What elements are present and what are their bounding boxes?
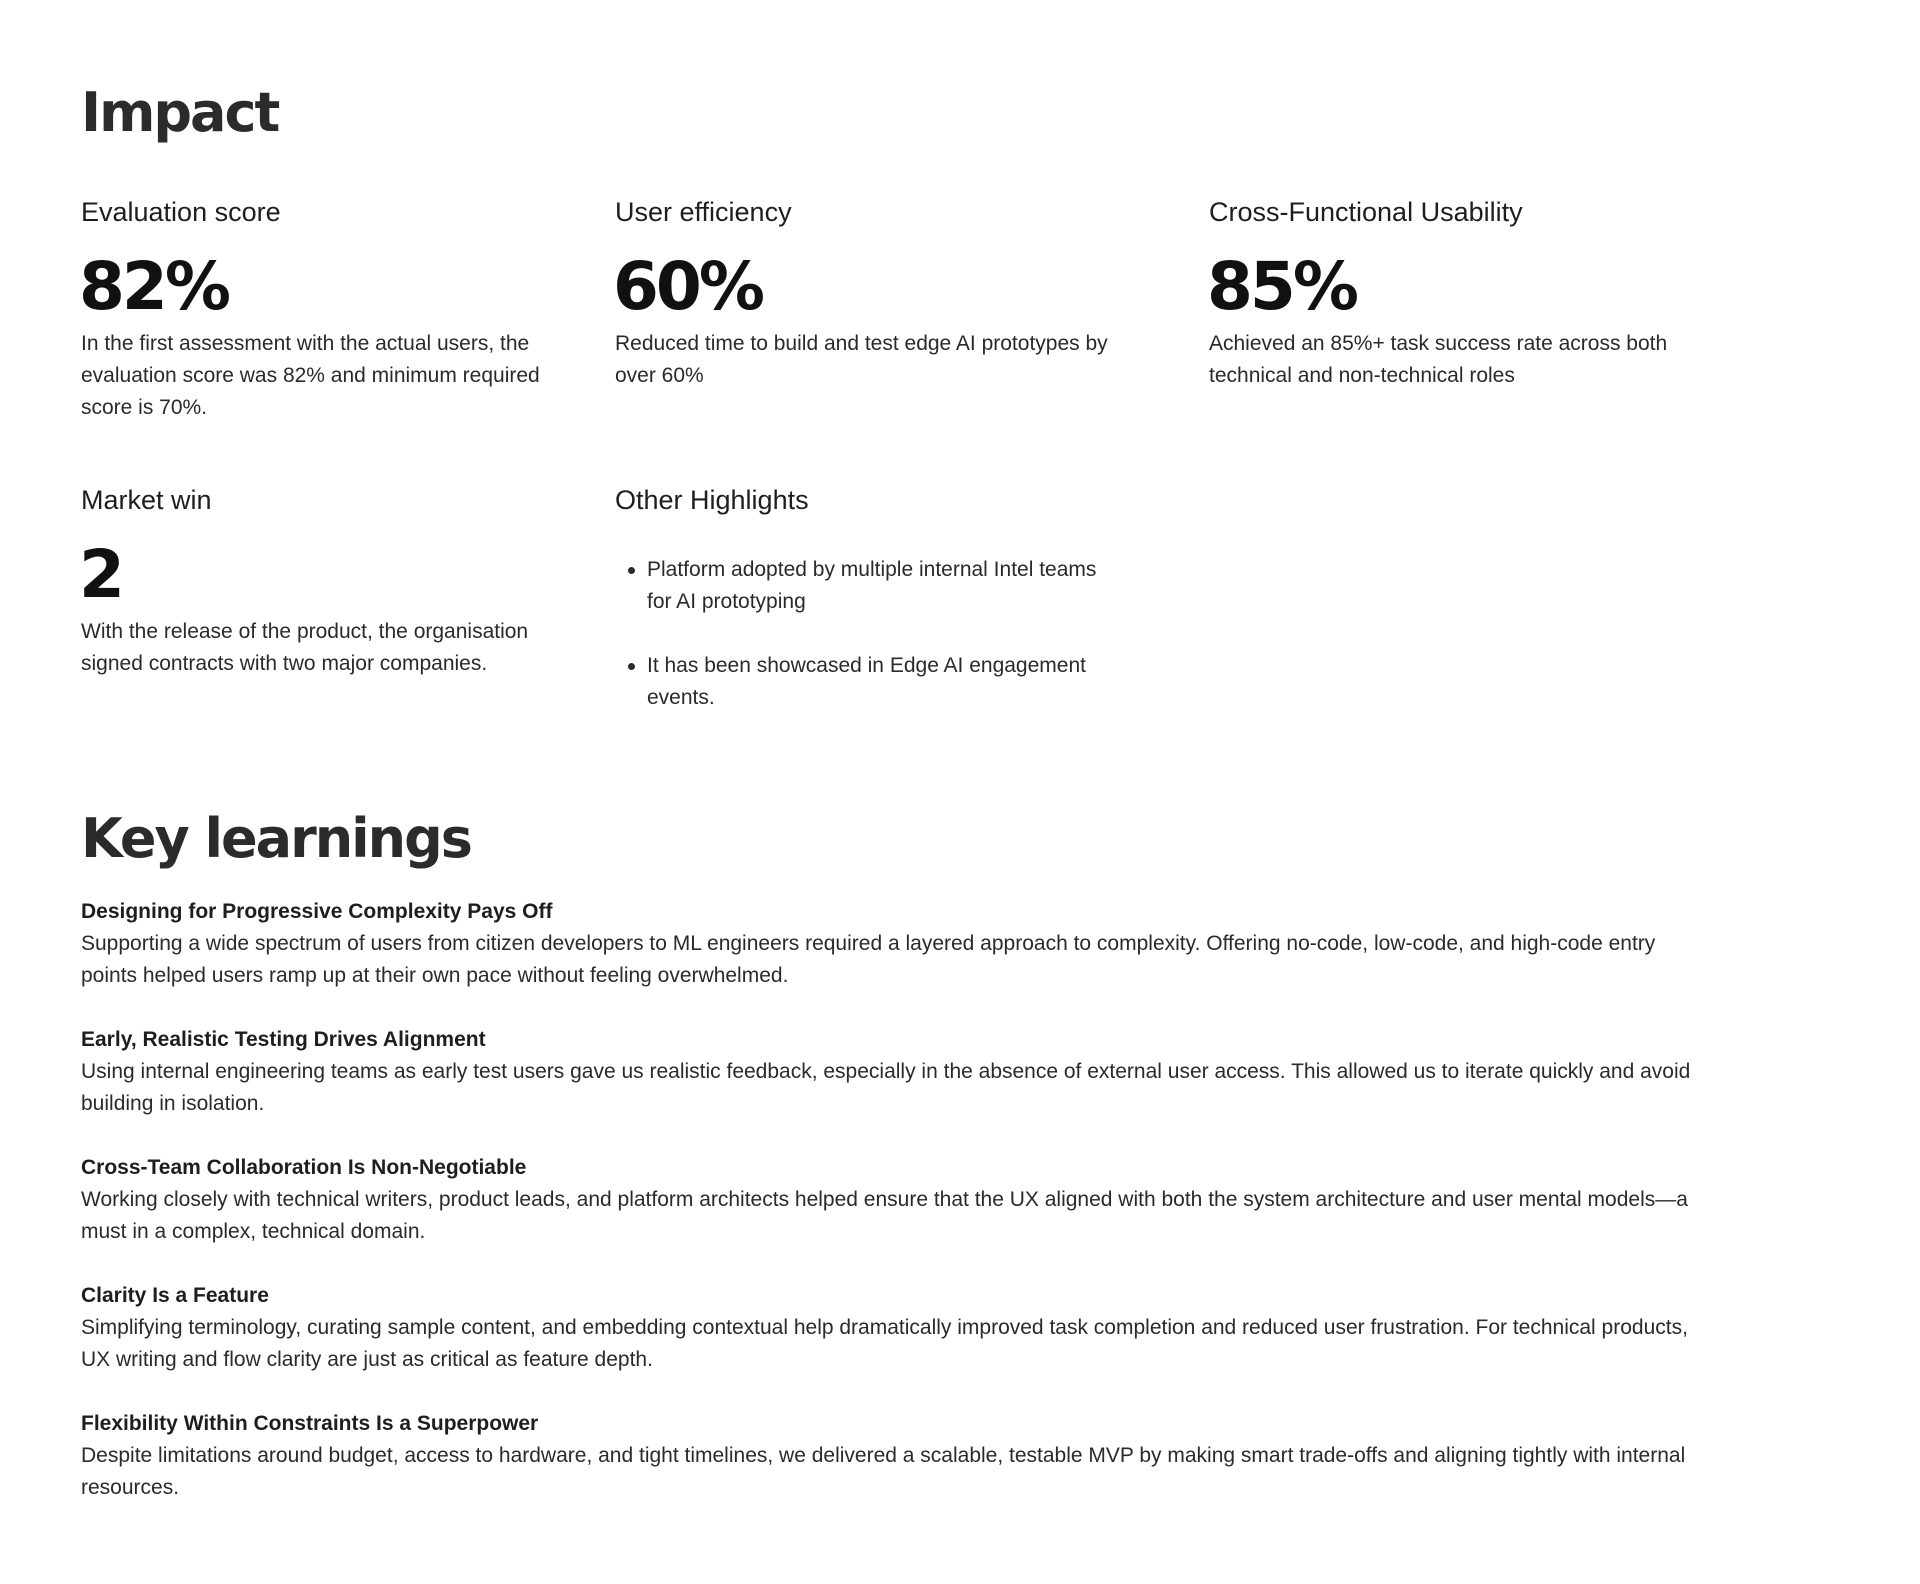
other-highlights [615,484,1115,709]
metric-value: 2 [79,536,122,613]
metric-value: 60% [613,248,762,325]
learning-title: Early, Realistic Testing Drives Alignment [81,1028,486,1051]
metric-label: Market win [81,485,212,515]
learning-body: Despite limitations around budget, access to hardware, and tight timelines, we delivered a scalable, testable MVP by making smart trade-offs and aligning tightly with internal resources. [81,1444,1686,1499]
impact-heading: Impact [81,81,279,144]
learning-body: Supporting a wide spectrum of users from citizen developers to ML engineers required a layered approach to complexity. Offering no-code, low-code, and high-code entry points helped users ramp up at their own pace without feeling overwhelmed. [81,932,1656,987]
highlight-text: It has been showcased in Edge AI engagement events. [647,654,1086,709]
list-item [615,554,1115,618]
learning-title: Clarity Is a Feature [81,1284,269,1307]
metric-value: 85% [1207,248,1356,325]
learning-item [81,896,1701,992]
metric-description: Achieved an 85%+ task success rate across both technical and non-technical roles [1209,332,1668,387]
learning-item [81,1152,1701,1248]
bullet-icon [628,663,635,670]
metric-user-efficiency [613,196,1145,387]
learning-item [81,1024,1701,1120]
learning-body: Simplifying terminology, curating sample content, and embedding contextual help dramatically improved task completion and reduced user frustration. For technical products, UX writing and flow clarity are just as critical as feature depth. [81,1316,1688,1371]
learning-title: Flexibility Within Constraints Is a Superpower [81,1412,539,1435]
key-learnings-list [81,896,1701,1536]
metric-label: Cross-Functional Usability [1209,197,1523,227]
metric-cross-functional-usability [1207,196,1709,387]
learning-item [81,1408,1701,1504]
highlight-text: Platform adopted by multiple internal Intel teams for AI prototyping [647,558,1097,613]
learning-title: Designing for Progressive Complexity Pays Off [81,900,553,923]
highlights-heading: Other Highlights [615,485,809,515]
metric-market-win [79,484,551,675]
metric-evaluation-score [79,196,551,419]
bullet-icon [628,567,635,574]
metric-description: With the release of the product, the organisation signed contracts with two major companies. [81,620,529,675]
metric-value: 82% [79,248,228,325]
list-item [615,650,1115,714]
highlights-list [615,554,1115,746]
key-learnings-heading: Key learnings [81,807,471,870]
learning-body: Working closely with technical writers, product leads, and platform architects helped ensure that the UX aligned with both the system architecture and user mental models—a must in a complex, technical domain. [81,1188,1688,1243]
learning-title: Cross-Team Collaboration Is Non-Negotiable [81,1156,527,1179]
metric-label: User efficiency [615,197,792,227]
learning-item [81,1280,1701,1376]
metric-description: Reduced time to build and test edge AI prototypes by over 60% [615,332,1108,387]
learning-body: Using internal engineering teams as early test users gave us realistic feedback, especially in the absence of external user access. This allowed us to iterate quickly and avoid building in isolation. [81,1060,1691,1115]
metric-description: In the first assessment with the actual users, the evaluation score was 82% and minimum required score is 70%. [81,332,540,419]
metric-label: Evaluation score [81,197,281,227]
